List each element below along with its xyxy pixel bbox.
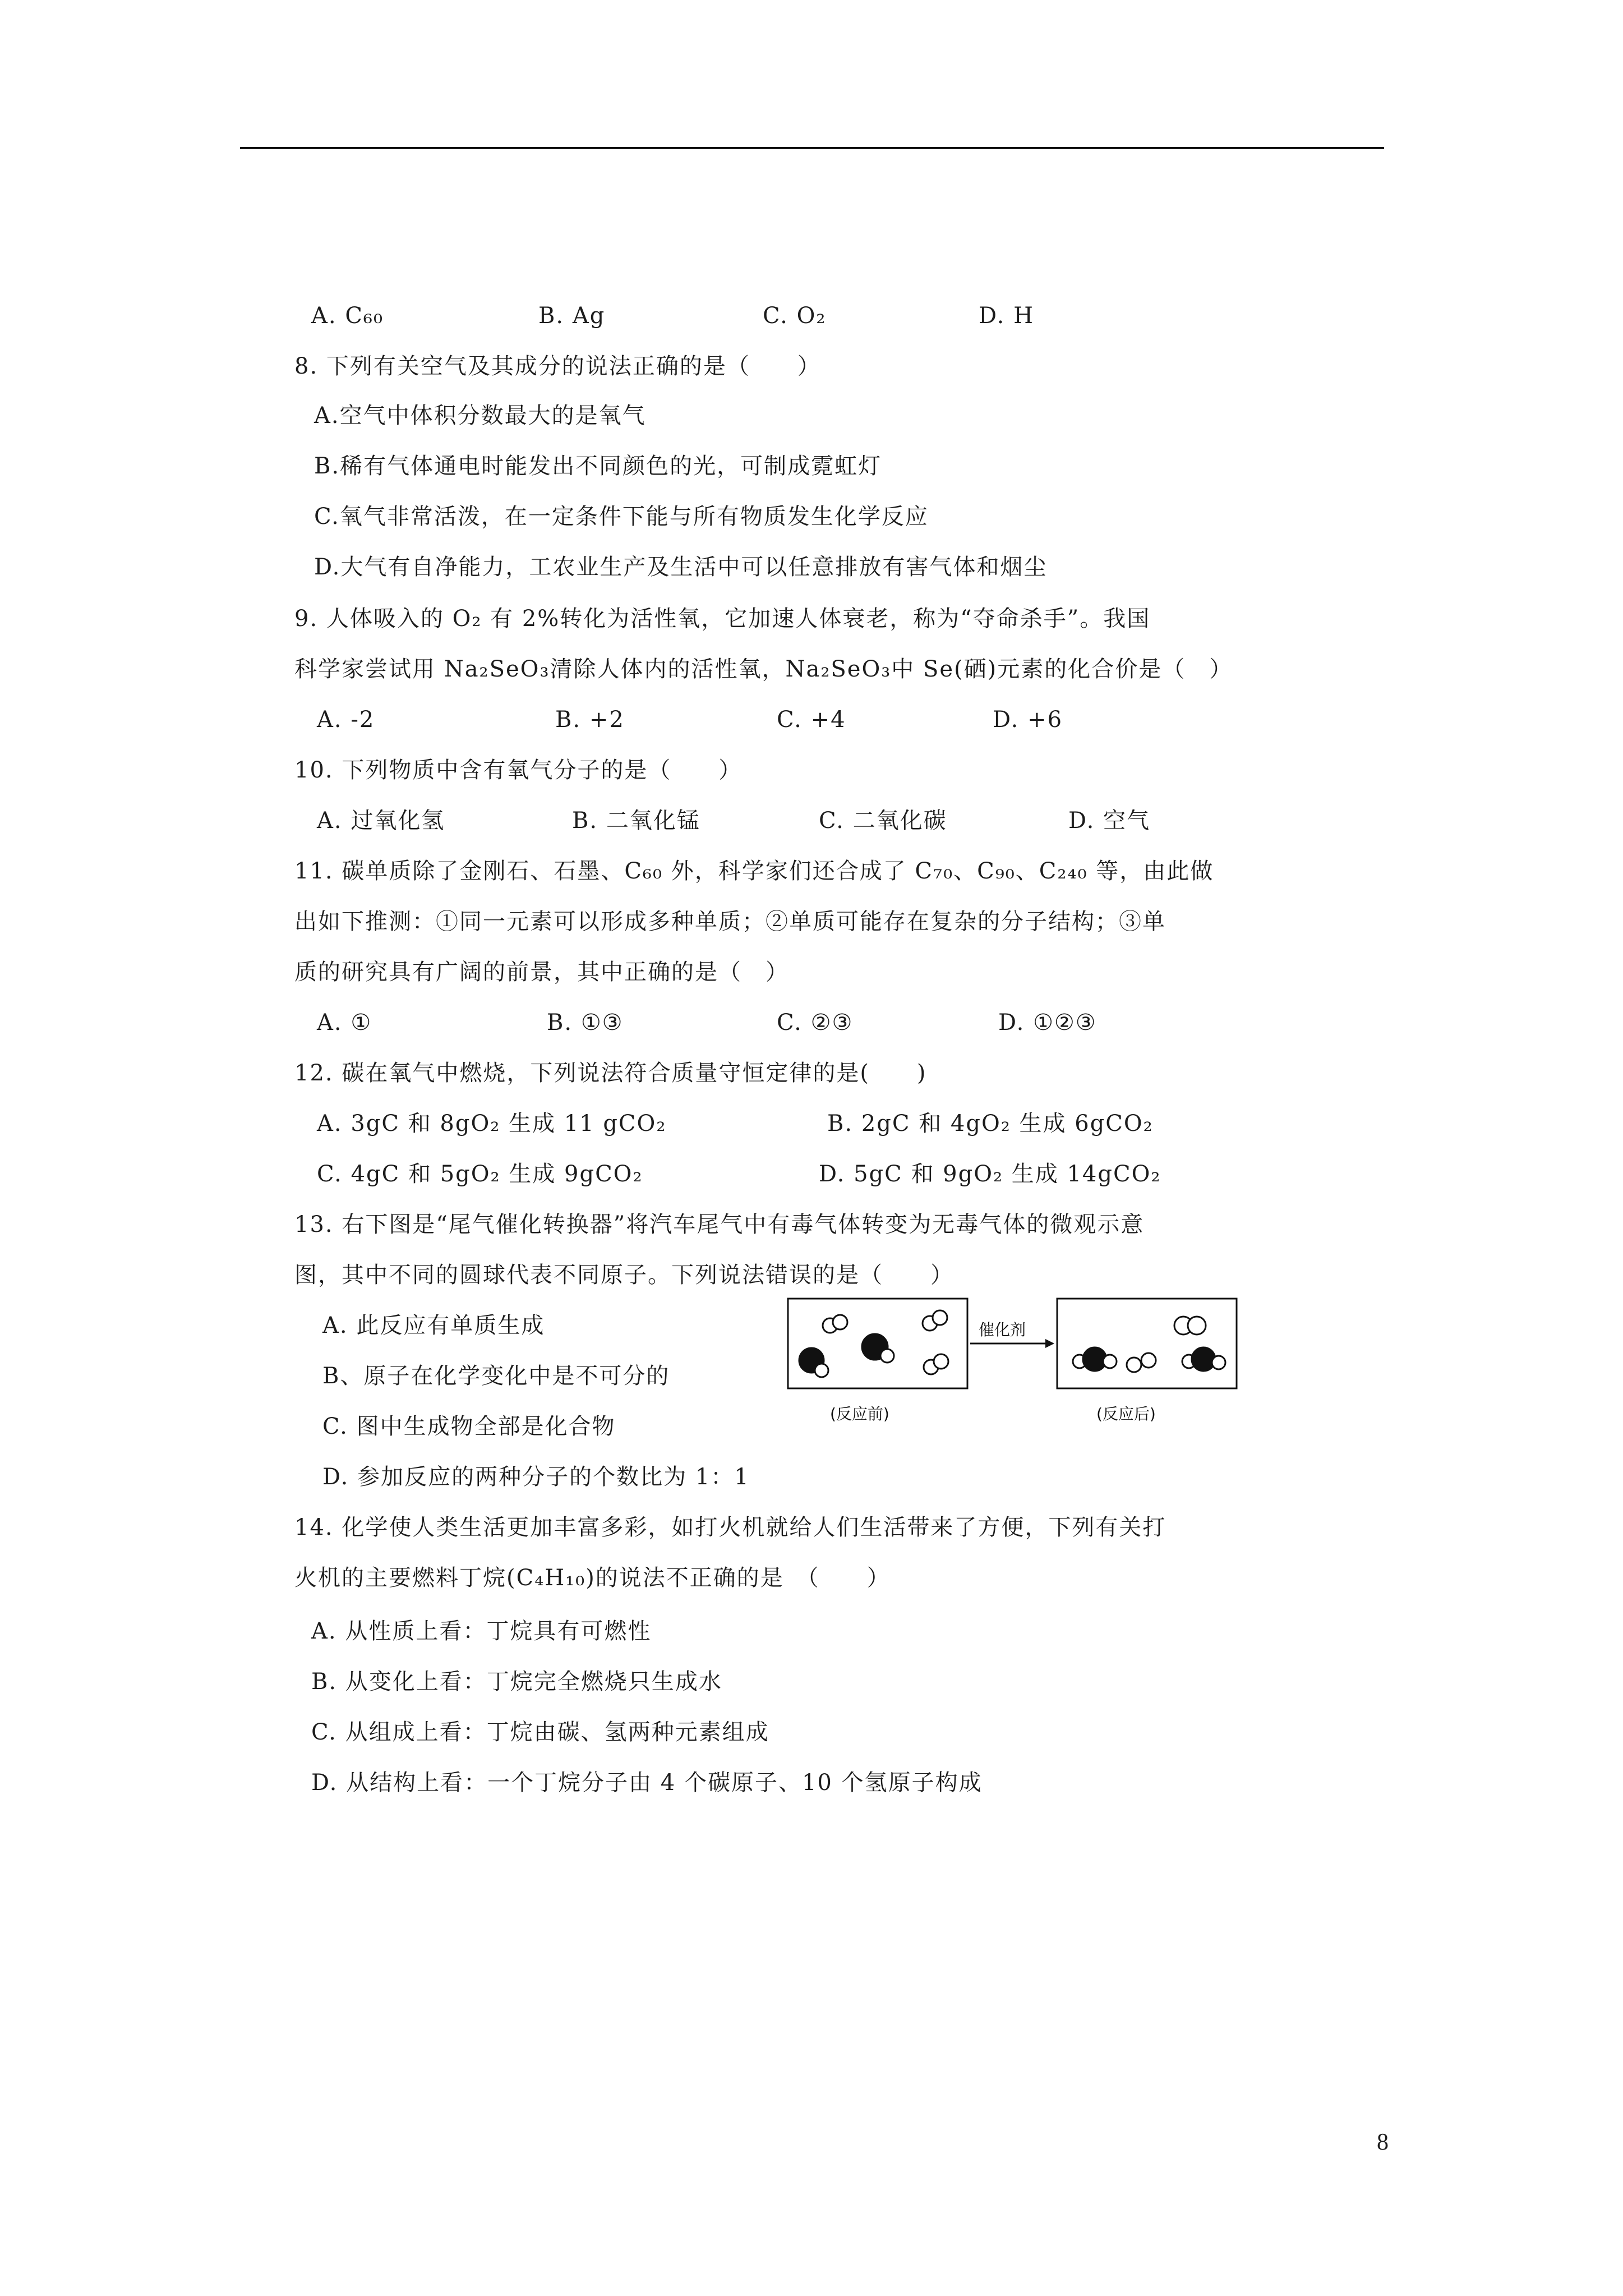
q9-option-a: A. -2 [317, 707, 375, 733]
q11-stem-line1: 11. 碳单质除了金刚石、石墨、C₆₀ 外，科学家们还合成了 C₇₀、C₉₀、C₂₄₀ 等，由此做 [294, 858, 1214, 884]
q10-option-c: C. 二氧化碳 [819, 808, 947, 834]
q7-option-a: A. C₆₀ [311, 303, 384, 329]
q9-stem-line2: 科学家尝试用 Na₂SeO₃清除人体内的活性氧，Na₂SeO₃中 Se(硒)元素的化合价是（ ） [294, 656, 1233, 682]
q14-option-a: A. 从性质上看：丁烷具有可燃性 [311, 1618, 652, 1644]
q10-option-a: A. 过氧化氢 [317, 808, 445, 834]
q8-stem: 8. 下列有关空气及其成分的说法正确的是（ ） [294, 353, 821, 379]
q7-option-b: B. Ag [538, 303, 606, 329]
q10-stem: 10. 下列物质中含有氧气分子的是（ ） [294, 757, 743, 783]
before-label: (反应前) [830, 1405, 889, 1423]
q13-option-c: C. 图中生成物全部是化合物 [322, 1414, 616, 1439]
q14-option-c: C. 从组成上看：丁烷由碳、氢两种元素组成 [311, 1719, 769, 1745]
after-label: (反应后) [1096, 1405, 1156, 1423]
q11-stem-line3: 质的研究具有广阔的前景，其中正确的是（ ） [294, 959, 789, 985]
q12-option-c: C. 4gC 和 5gO₂ 生成 9gCO₂ [317, 1161, 643, 1187]
q12-stem: 12. 碳在氧气中燃烧，下列说法符合质量守恒定律的是( ) [294, 1060, 927, 1086]
q13-stem-line1: 13. 右下图是“尾气催化转换器”将汽车尾气中有毒气体转变为无毒气体的微观示意 [294, 1212, 1145, 1237]
q9-option-d: D. +6 [993, 707, 1063, 733]
q14-option-d: D. 从结构上看：一个丁烷分子由 4 个碳原子、10 个氢原子构成 [311, 1770, 983, 1796]
q12-option-a: A. 3gC 和 8gO₂ 生成 11 gCO₂ [317, 1111, 667, 1137]
q7-option-c: C. O₂ [763, 303, 827, 329]
q13-option-b: B、原子在化学变化中是不可分的 [322, 1363, 670, 1389]
q8-option-c: C.氧气非常活泼，在一定条件下能与所有物质发生化学反应 [314, 504, 929, 530]
q11-option-b: B. ①③ [547, 1010, 624, 1036]
q12-option-b: B. 2gC 和 4gO₂ 生成 6gCO₂ [827, 1111, 1154, 1137]
header-rule [240, 147, 1384, 149]
q13-stem-line2: 图，其中不同的圆球代表不同原子。下列说法错误的是（ ） [294, 1262, 954, 1288]
q10-option-b: B. 二氧化锰 [572, 808, 700, 834]
q11-option-a: A. ① [317, 1010, 372, 1036]
q14-option-b: B. 从变化上看：丁烷完全燃烧只生成水 [311, 1669, 722, 1695]
catalytic-converter-diagram [785, 1293, 1239, 1430]
after-reaction-box [1057, 1299, 1237, 1388]
q11-stem-line2: 出如下推测：①同一元素可以形成多种单质；②单质可能存在复杂的分子结构；③单 [294, 909, 1166, 935]
q9-option-c: C. +4 [777, 707, 846, 733]
q8-option-b: B.稀有气体通电时能发出不同颜色的光，可制成霓虹灯 [314, 453, 882, 479]
q13-option-d: D. 参加反应的两种分子的个数比为 1：1 [322, 1464, 750, 1490]
q10-option-d: D. 空气 [1068, 808, 1151, 834]
q9-option-b: B. +2 [555, 707, 625, 733]
q8-option-a: A.空气中体积分数最大的是氧气 [314, 403, 646, 429]
q8-option-d: D.大气有自净能力，工农业生产及生活中可以任意排放有害气体和烟尘 [314, 554, 1048, 580]
q11-option-d: D. ①②③ [998, 1010, 1097, 1036]
q12-option-d: D. 5gC 和 9gO₂ 生成 14gCO₂ [819, 1161, 1161, 1187]
page-number: 8 [1377, 2129, 1389, 2155]
q14-stem-line1: 14. 化学使人类生活更加丰富多彩，如打火机就给人们生活带来了方便，下列有关打 [294, 1515, 1166, 1540]
catalyst-label: 催化剂 [979, 1320, 1026, 1339]
q11-option-c: C. ②③ [777, 1010, 854, 1036]
q14-stem-line2: 火机的主要燃料丁烷(C₄H₁₀)的说法不正确的是 （ ） [294, 1565, 891, 1591]
q9-stem-line1: 9. 人体吸入的 O₂ 有 2%转化为活性氧，它加速人体衰老，称为“夺命杀手”。我国 [294, 606, 1151, 632]
q7-option-d: D. H [979, 303, 1034, 329]
q13-option-a: A. 此反应有单质生成 [322, 1313, 545, 1338]
